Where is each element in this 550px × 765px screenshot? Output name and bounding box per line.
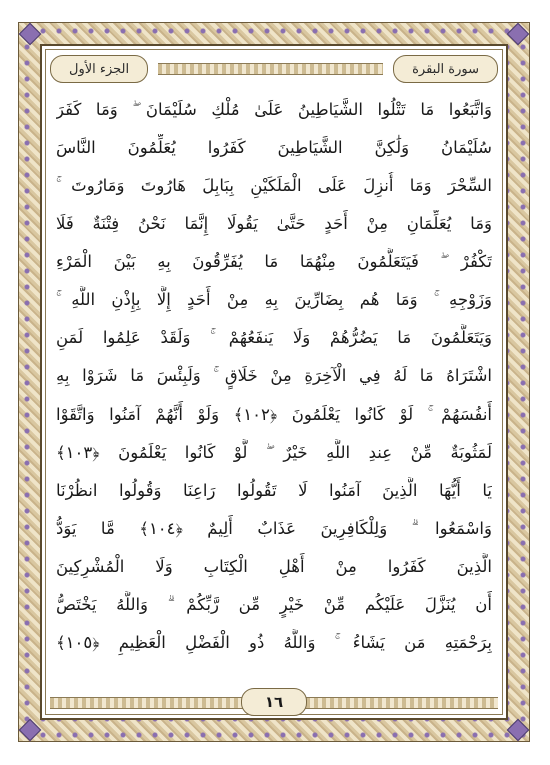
text-line: تَكْفُرْ ۖ فَيَتَعَلَّمُونَ مِنْهُمَا مَا يُفَرِّقُونَ بِهِ بَيْنَ الْمَرْءِ xyxy=(56,252,492,272)
page-footer xyxy=(50,684,498,720)
text-line: الَّذِينَ كَفَرُوا مِنْ أَهْلِ الْكِتَابِ وَلَا الْمُشْرِكِينَ xyxy=(56,556,492,576)
text-line: أَن يُنَزَّلَ عَلَيْكُم مِّنْ خَيْرٍ مِّن رَّبِّكُمْ ۗ وَاللَّهُ يَخْتَصُّ xyxy=(56,594,492,614)
text-line: السِّحْرَ وَمَا أُنزِلَ عَلَى الْمَلَكَيْنِ بِبَابِلَ هَارُوتَ وَمَارُوتَ ۚ xyxy=(56,176,492,196)
quran-text xyxy=(56,96,492,660)
text-line: وَيَتَعَلَّمُونَ مَا يَضُرُّهُمْ وَلَا يَنفَعُهُمْ ۚ وَلَقَدْ عَلِمُوا لَمَنِ xyxy=(56,328,492,348)
text-line: سُلَيْمَانُ وَلَٰكِنَّ الشَّيَاطِينَ كَفَرُوا يُعَلِّمُونَ النَّاسَ xyxy=(56,138,492,158)
juz-label: الجزء الأول xyxy=(50,55,148,83)
text-line: يَا أَيُّهَا الَّذِينَ آمَنُوا لَا تَقُولُوا رَاعِنَا وَقُولُوا انظُرْنَا xyxy=(56,480,492,500)
text-line: لَمَثُوبَةٌ مِّنْ عِندِ اللَّهِ خَيْرٌ ۖ لَّوْ كَانُوا يَعْلَمُونَ ﴿١٠٣﴾ xyxy=(56,442,492,462)
text-line: أَنفُسَهُمْ ۚ لَوْ كَانُوا يَعْلَمُونَ ﴿١٠٢﴾ وَلَوْ أَنَّهُمْ آمَنُوا وَاتَّقَوْا xyxy=(56,404,492,424)
text-line: وَزَوْجِهِ ۚ وَمَا هُم بِضَارِّينَ بِهِ مِنْ أَحَدٍ إِلَّا بِإِذْنِ اللَّهِ ۚ xyxy=(56,290,492,310)
text-line: وَاسْمَعُوا ۗ وَلِلْكَافِرِينَ عَذَابٌ أَلِيمٌ ﴿١٠٤﴾ مَّا يَوَدُّ xyxy=(56,518,492,538)
page-header xyxy=(50,52,498,86)
mushaf-page xyxy=(18,22,530,742)
text-line: وَاتَّبَعُوا مَا تَتْلُوا الشَّيَاطِينُ عَلَىٰ مُلْكِ سُلَيْمَانَ ۖ وَمَا كَفَرَ xyxy=(56,100,492,119)
text-line: اشْتَرَاهُ مَا لَهُ فِي الْآخِرَةِ مِنْ خَلَاقٍ ۚ وَلَبِئْسَ مَا شَرَوْا بِهِ xyxy=(56,366,492,386)
surah-label: سورة البقرة xyxy=(393,55,498,83)
header-ornament-band xyxy=(158,63,383,75)
page-number: ١٦ xyxy=(241,688,307,716)
text-line: بِرَحْمَتِهِ مَن يَشَاءُ ۚ وَاللَّهُ ذُو الْفَضْلِ الْعَظِيمِ ﴿١٠٥﴾ xyxy=(56,632,492,652)
text-line: وَمَا يُعَلِّمَانِ مِنْ أَحَدٍ حَتَّىٰ يَقُولَا إِنَّمَا نَحْنُ فِتْنَةٌ فَلَا xyxy=(56,214,492,234)
